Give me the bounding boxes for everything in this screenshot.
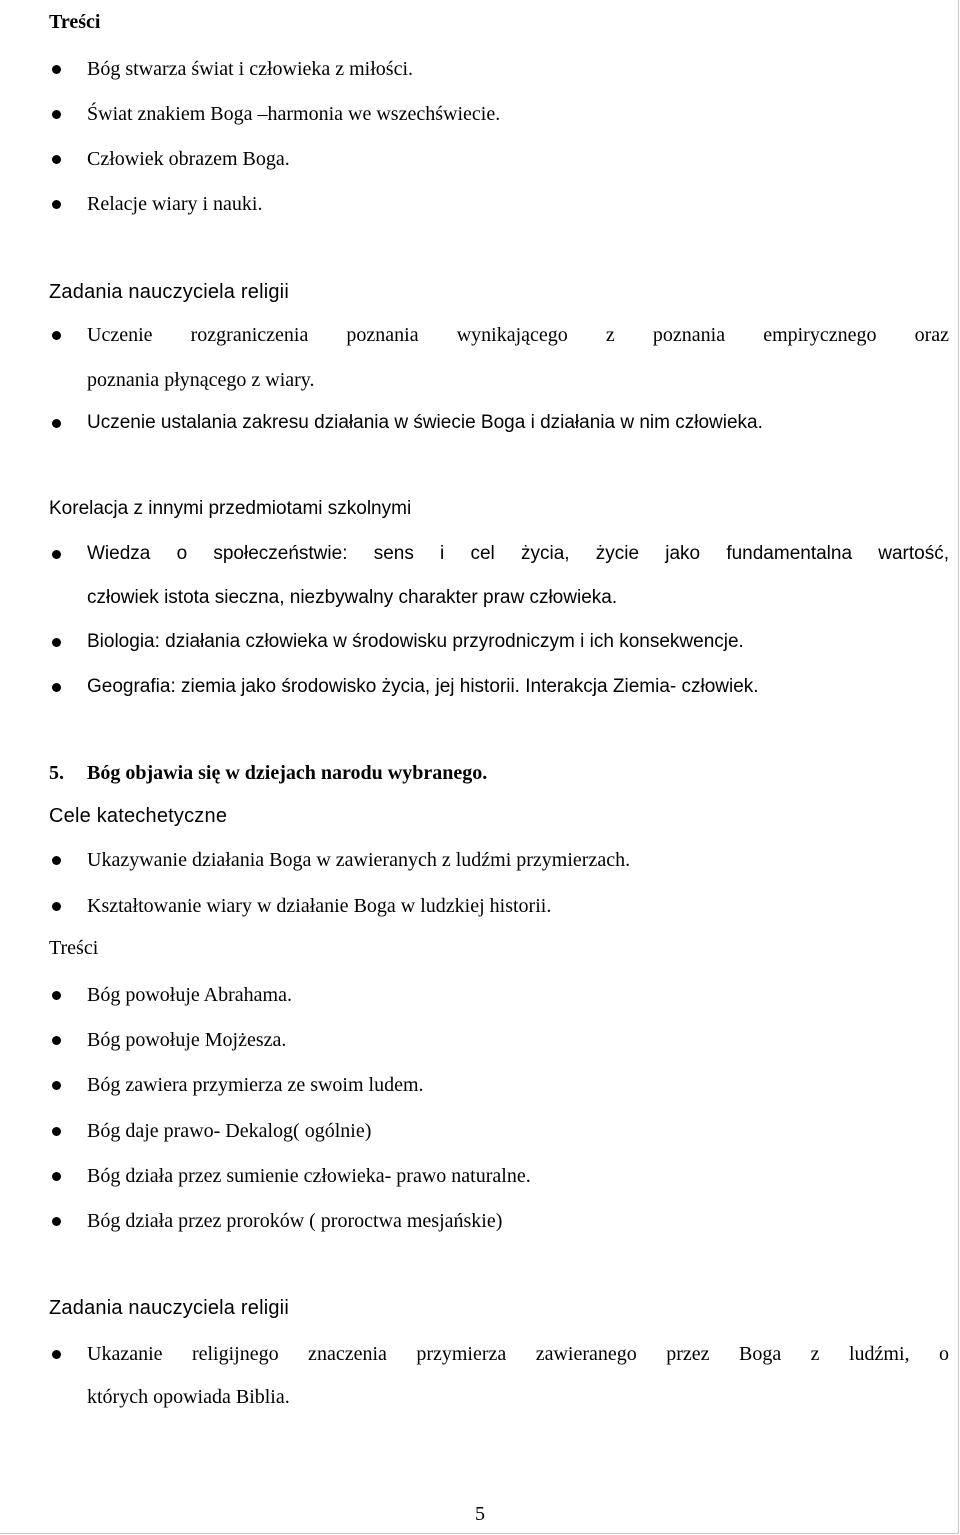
- bullet-icon: [52, 331, 61, 340]
- bullet-icon: [52, 200, 61, 209]
- heading-tresci: Treści: [49, 937, 99, 959]
- bullet-icon: [52, 991, 61, 1000]
- bullet-icon: [52, 550, 61, 559]
- bullet-icon: [52, 1217, 61, 1226]
- bullet-icon: [52, 155, 61, 164]
- page-number: 5: [475, 1503, 485, 1525]
- section-title: Bóg objawia się w dziejach narodu wybranego.: [87, 762, 488, 784]
- section-number: 5.: [49, 762, 64, 784]
- heading-zadania: Zadania nauczyciela religii: [49, 281, 289, 303]
- bullet-icon: [52, 1350, 61, 1359]
- bullet-icon: [52, 638, 61, 647]
- bullet-icon: [52, 683, 61, 692]
- heading-zadania: Zadania nauczyciela religii: [49, 1297, 289, 1319]
- bullet-icon: [52, 1172, 61, 1181]
- bullet-icon: [52, 1081, 61, 1090]
- bullet-icon: [52, 1127, 61, 1136]
- bullet-icon: [52, 902, 61, 911]
- bullet-icon: [52, 110, 61, 119]
- bullet-icon: [52, 65, 61, 74]
- bullet-icon: [52, 1036, 61, 1045]
- heading-cele: Cele katechetyczne: [49, 805, 228, 827]
- heading-korelacja: Korelacja z innymi przedmiotami szkolnymi: [49, 498, 412, 519]
- bullet-icon: [52, 419, 61, 428]
- heading-tresci: Treści: [49, 11, 101, 33]
- bullet-icon: [52, 856, 61, 865]
